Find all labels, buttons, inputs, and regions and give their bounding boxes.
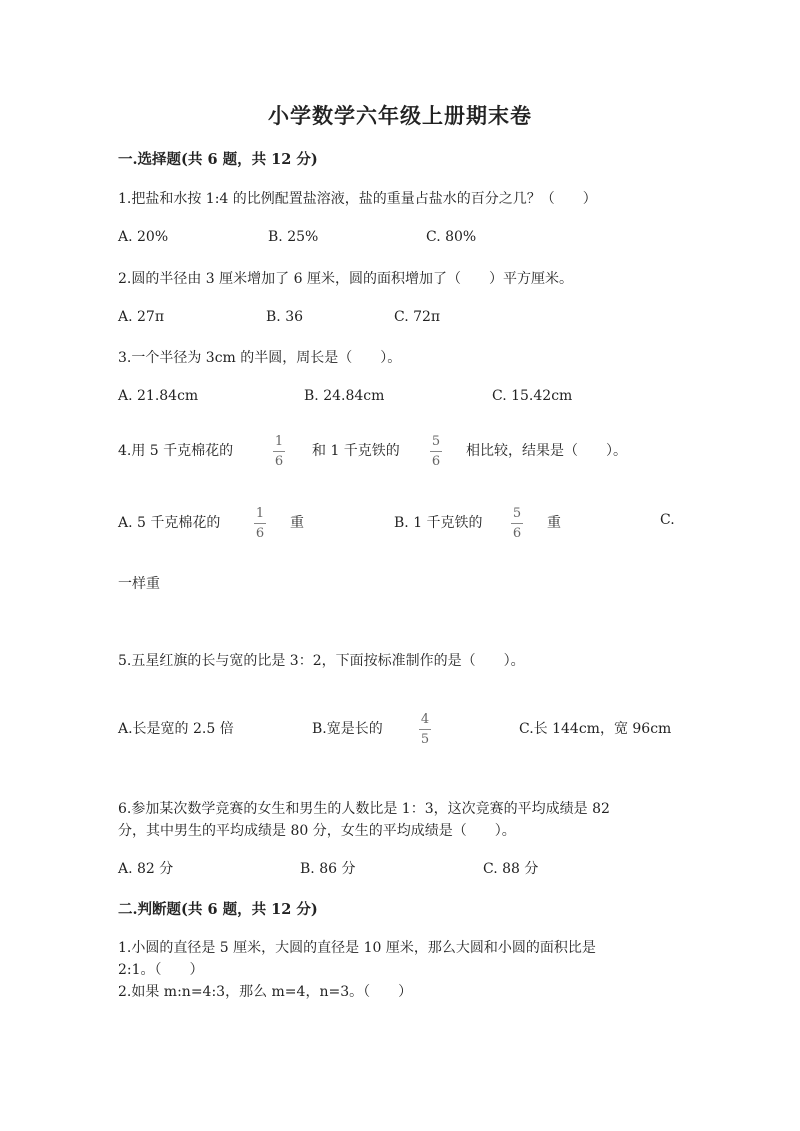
fraction-numerator: 1 (255, 506, 265, 521)
page-title: 小学数学六年级上册期末卷 (268, 103, 532, 128)
question-6-line-1: 6.参加某次数学竞赛的女生和男生的人数比是 1：3，这次竞赛的平均成绩是 82 (118, 801, 610, 817)
q4-option-a-fraction (254, 507, 266, 540)
question-1: 1.把盐和水按 1:4 的比例配置盐溶液，盐的重量占盐水的百分之几？（ ） (118, 191, 597, 207)
fraction-denominator: 6 (431, 454, 441, 469)
q5-option-c: C.长 144cm，宽 96cm (519, 721, 672, 737)
q3-option-c: C. 15.42cm (492, 388, 573, 404)
q3-option-b: B. 24.84cm (304, 388, 385, 404)
question-5: 5.五星红旗的长与宽的比是 3：2，下面按标准制作的是（ ）。 (118, 653, 525, 669)
fraction-numerator: 5 (431, 434, 441, 449)
question-4-part-1: 4.用 5 千克棉花的 (118, 443, 234, 459)
question-3: 3.一个半径为 3cm 的半圆，周长是（ ）。 (118, 350, 402, 366)
fraction-bar (254, 523, 266, 524)
judgement-1-line-2: 2:1。（ ） (118, 962, 204, 978)
q4-fraction-1 (273, 435, 285, 468)
q1-option-b: B. 25% (268, 229, 319, 245)
fraction-numerator: 1 (274, 434, 284, 449)
q1-option-c: C. 80% (426, 229, 477, 245)
q4-option-a-prefix: A. 5 千克棉花的 (118, 515, 221, 531)
q3-option-a: A. 21.84cm (118, 388, 199, 404)
q6-option-b: B. 86 分 (300, 861, 356, 877)
question-4-part-3: 相比较，结果是（ ）。 (466, 443, 627, 459)
q6-option-c: C. 88 分 (483, 861, 539, 877)
fraction-bar (273, 451, 285, 452)
question-2: 2.圆的半径由 3 厘米增加了 6 厘米，圆的面积增加了（ ）平方厘米。 (118, 271, 573, 287)
section-heading-judgement: 二.判断题(共 6 题，共 12 分) (118, 901, 318, 918)
fraction-bar (511, 523, 523, 524)
q6-option-a: A. 82 分 (118, 861, 174, 877)
q4-option-c-text: 一样重 (118, 576, 160, 592)
fraction-denominator: 5 (420, 732, 430, 747)
judgement-2: 2.如果 m:n=4:3，那么 m=4，n=3。（ ） (118, 984, 413, 1000)
q1-option-a: A. 20% (118, 229, 169, 245)
question-4-part-2: 和 1 千克铁的 (312, 443, 400, 459)
fraction-numerator: 4 (420, 712, 430, 727)
q4-option-b-prefix: B. 1 千克铁的 (394, 515, 483, 531)
section-heading-choice: 一.选择题(共 6 题，共 12 分) (118, 151, 318, 168)
q4-option-b-fraction (511, 507, 523, 540)
q5-option-a: A.长是宽的 2.5 倍 (118, 721, 234, 737)
fraction-denominator: 6 (274, 454, 284, 469)
q4-option-a-suffix: 重 (290, 515, 304, 531)
q2-option-a: A. 27π (118, 309, 165, 325)
judgement-1-line-1: 1.小圆的直径是 5 厘米，大圆的直径是 10 厘米，那么大圆和小圆的面积比是 (118, 940, 596, 956)
fraction-bar (419, 729, 431, 730)
fraction-denominator: 6 (255, 526, 265, 541)
q4-fraction-2 (430, 435, 442, 468)
fraction-numerator: 5 (512, 506, 522, 521)
q5-option-b-fraction (419, 713, 431, 746)
q5-option-b-prefix: B.宽是长的 (312, 721, 383, 737)
question-6-line-2: 分，其中男生的平均成绩是 80 分，女生的平均成绩是（ ）。 (118, 823, 516, 839)
fraction-denominator: 6 (512, 526, 522, 541)
q4-option-b-suffix: 重 (547, 515, 561, 531)
q2-option-b: B. 36 (266, 309, 304, 325)
q2-option-c: C. 72π (394, 309, 441, 325)
fraction-bar (430, 451, 442, 452)
q4-option-c-label: C. (660, 512, 675, 528)
